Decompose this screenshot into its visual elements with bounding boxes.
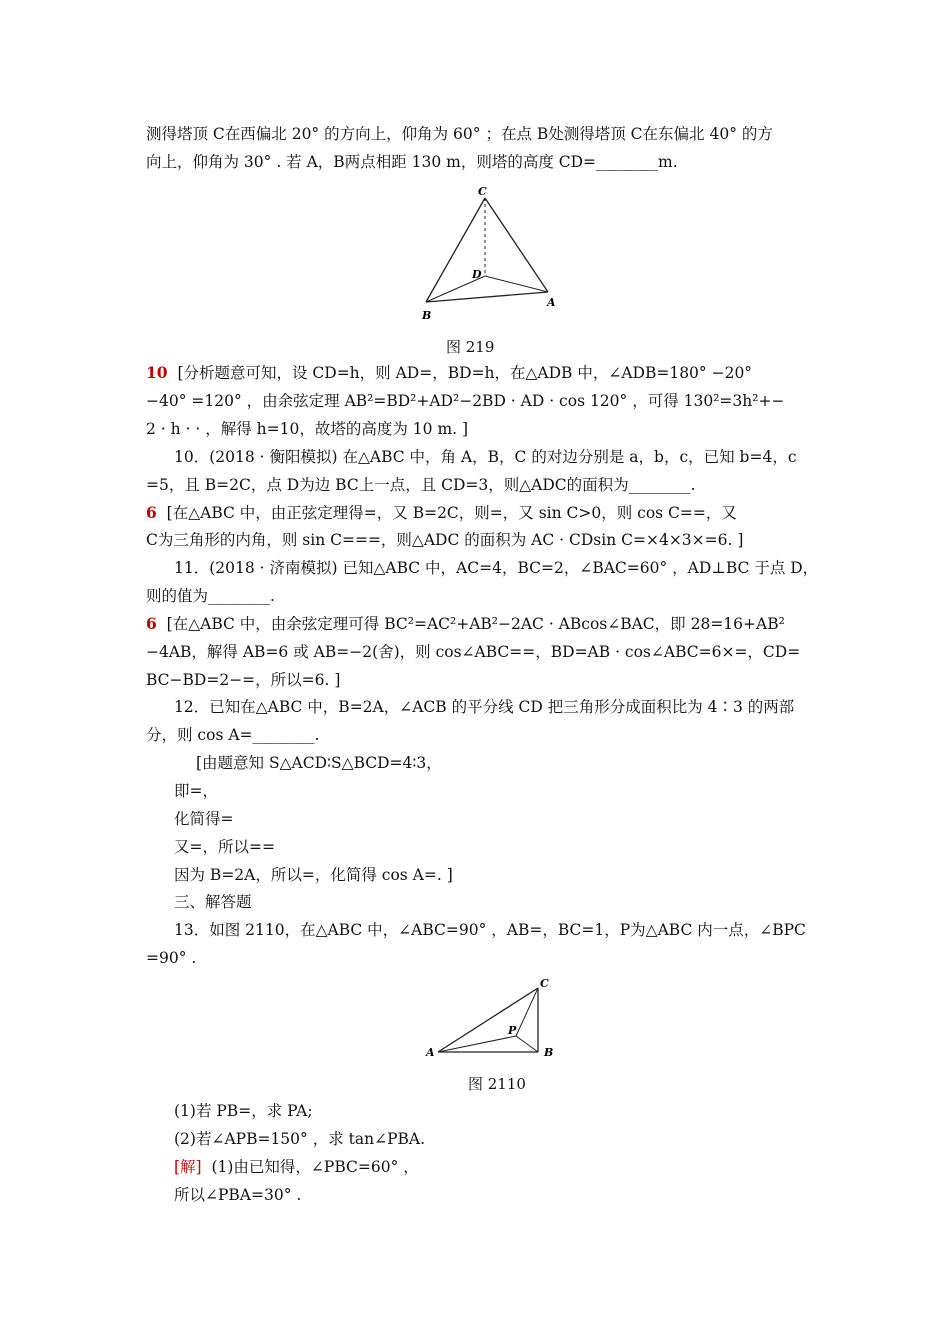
answer-line-11a bbox=[146, 614, 785, 634]
analysis-12d: 又=，所以== bbox=[174, 838, 275, 856]
label-c2: C bbox=[540, 977, 549, 990]
label-a2: A bbox=[426, 1046, 435, 1059]
figure-2110-caption: 图 2110 bbox=[468, 1075, 526, 1093]
answer-11: 6 bbox=[146, 614, 157, 633]
analysis-10b: C为三角形的内角，则 sin C===，则△ADC 的面积为 AC · CDsin C=×4×3×=6. ] bbox=[146, 531, 744, 549]
analysis-11b: −4AB，解得 AB=6 或 AB=−2(舍)，则 cos∠ABC==，BD=AB · cos∠ABC=6×=，CD= bbox=[146, 643, 801, 661]
question-13-part2: (2)若∠APB=150° ，求 tan∠PBA. bbox=[174, 1130, 426, 1148]
edge-cb bbox=[426, 198, 485, 302]
label-b2: B bbox=[544, 1046, 554, 1059]
section-heading-3: 三、解答题 bbox=[174, 893, 252, 911]
analysis-11-part1: [在△ABC 中，由余弦定理可得 BC²=AC²+AB²−2AC · ABcos∠BAC，即 28=16+AB² bbox=[166, 615, 785, 633]
question-10: 10．(2018 · 衡阳模拟) 在△ABC 中，角 A，B，C 的对边分别是 a，b，c，已知 b=4，c bbox=[174, 448, 797, 466]
label-c: C bbox=[478, 185, 487, 198]
figure-219-caption: 图 219 bbox=[446, 338, 495, 356]
figure-2110-triangle bbox=[422, 976, 562, 1061]
analysis-11c: BC−BD=2−=，所以=6. ] bbox=[146, 671, 341, 689]
answer-10: 6 bbox=[146, 503, 157, 522]
analysis-12e: 因为 B=2A，所以=，化简得 cos A=. ] bbox=[174, 866, 453, 884]
text-line-2: 向上，仰角为 30° . 若 A，B两点相距 130 m，则塔的高度 CD=________m. bbox=[146, 153, 678, 171]
question-12b: 分，则 cos A=________. bbox=[146, 726, 320, 744]
analysis-12c: 化简得= bbox=[174, 810, 234, 828]
edge-pb bbox=[516, 1036, 538, 1052]
solution-13a bbox=[174, 1157, 419, 1177]
question-11: 11．(2018 · 济南模拟) 已知△ABC 中，AC=4，BC=2，∠BAC=60° ，AD⊥BC 于点 D， bbox=[174, 559, 819, 577]
solution-13b: 所以∠PBA=30° . bbox=[174, 1186, 302, 1204]
answer-line-10a bbox=[146, 503, 737, 523]
answer-9: 10 bbox=[146, 363, 168, 382]
figure-219-tetrahedron bbox=[410, 184, 560, 324]
question-12: 12．已知在△ABC 中，B=2A，∠ACB 的平分线 CD 把三角形分成面积比为 4∶3 的两部 bbox=[174, 698, 795, 716]
analysis-12a: [由题意知 S△ACD∶S△BCD=4∶3， bbox=[196, 754, 442, 772]
question-13b: =90° . bbox=[146, 949, 197, 967]
question-10b: =5，且 B=2C，点 D为边 BC上一点，且 CD=3，则△ADC的面积为________. bbox=[146, 476, 696, 494]
question-13-part1: (1)若 PB=，求 PA; bbox=[174, 1102, 313, 1120]
label-p: P bbox=[508, 1024, 517, 1037]
question-11b: 则的值为________. bbox=[146, 587, 275, 605]
text-line-analysis9b: −40° =120° ，由余弦定理 AB²=BD²+AD²−2BD · AD · cos 120° ，可得 130²=3h²+− bbox=[146, 392, 785, 410]
answer-line-9a bbox=[146, 363, 752, 383]
text-line-analysis9c: 2 · h · · ，解得 h=10，故塔的高度为 10 m. ] bbox=[146, 420, 469, 438]
label-a: A bbox=[547, 296, 556, 309]
analysis-9-part1: [分析题意可知，设 CD=h，则 AD=，BD=h，在△ADB 中，∠ADB=180° −20° bbox=[177, 364, 753, 382]
label-d: D bbox=[472, 268, 482, 281]
analysis-10-part1: [在△ABC 中，由正弦定理得=，又 B=2C，则=，又 sin C>0，则 cos C==，又 bbox=[166, 504, 737, 522]
question-13: 13．如图 2110，在△ABC 中，∠ABC=90° ，AB=，BC=1，P为△ABC 内一点，∠BPC bbox=[174, 921, 806, 939]
text-line-1: 测得塔顶 C在西偏北 20° 的方向上，仰角为 60° ；在点 B处测得塔顶 C在东偏北 40° 的方 bbox=[146, 125, 773, 143]
solution-13-text: (1)由已知得，∠PBC=60° ， bbox=[211, 1158, 419, 1176]
solution-tag: [解] bbox=[174, 1158, 202, 1176]
label-b: B bbox=[422, 309, 432, 322]
analysis-12b: 即=， bbox=[174, 782, 218, 800]
